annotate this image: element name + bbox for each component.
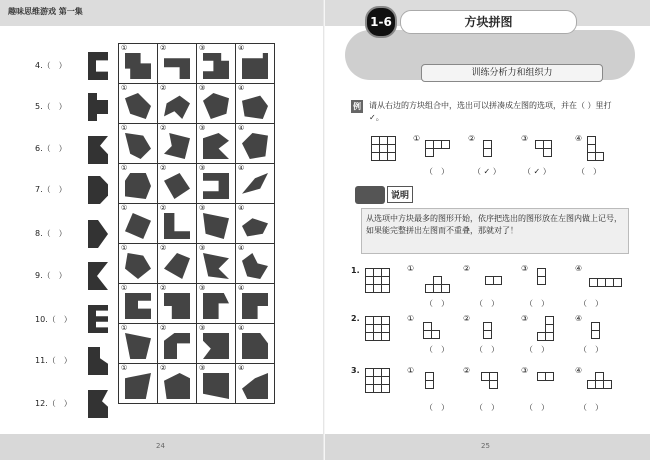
- option-shape: [164, 53, 190, 79]
- choice-number: ④: [238, 364, 245, 372]
- train-icon: [355, 186, 385, 204]
- choice-number: ②: [160, 204, 167, 212]
- option-shape: [203, 53, 229, 79]
- p2-option-1: [423, 322, 440, 339]
- p2-answer-1[interactable]: （ ）: [425, 345, 449, 354]
- option-shape: [164, 93, 190, 119]
- p3-answer-3[interactable]: （ ）: [525, 403, 549, 412]
- choice-number: ①: [121, 84, 128, 92]
- p3-choice-number-4: ④: [575, 366, 583, 375]
- option-cell[interactable]: [158, 284, 197, 324]
- p2-option-2: [483, 322, 492, 339]
- choice-number: ①: [121, 324, 128, 332]
- option-shape: [203, 93, 229, 119]
- p2-option-3: [537, 316, 554, 341]
- page-number-left: 24: [156, 442, 165, 450]
- example-choice-number-2: ②: [468, 134, 476, 143]
- target-shape-9: [88, 262, 108, 290]
- option-cell[interactable]: [119, 244, 158, 284]
- option-cell[interactable]: [236, 44, 275, 84]
- option-shape: [164, 213, 190, 239]
- options-row-4: [119, 44, 275, 84]
- choice-number: ②: [160, 84, 167, 92]
- choice-number: ②: [160, 324, 167, 332]
- choice-number: ①: [121, 364, 128, 372]
- p1-option-4: [589, 278, 622, 287]
- option-shape: [242, 53, 268, 79]
- option-cell[interactable]: [119, 324, 158, 364]
- question-label-8: 8.（ ）: [35, 229, 67, 238]
- p2-answer-4[interactable]: （ ）: [579, 345, 603, 354]
- option-cell[interactable]: [236, 244, 275, 284]
- option-cell[interactable]: [236, 124, 275, 164]
- target-shape-10: [88, 305, 108, 333]
- option-cell[interactable]: [158, 84, 197, 124]
- option-shape: [203, 293, 229, 319]
- option-shape: [242, 213, 268, 239]
- choice-number: ②: [160, 284, 167, 292]
- example-answer-4[interactable]: （ ）: [577, 167, 601, 176]
- left-header-band: [0, 0, 325, 26]
- option-shape: [242, 293, 268, 319]
- option-shape: [125, 173, 151, 199]
- option-shape: [125, 293, 151, 319]
- choice-number: ②: [160, 244, 167, 252]
- target-shape-11: [88, 347, 108, 375]
- option-shape: [125, 373, 151, 399]
- question-label-9: 9.（ ）: [35, 271, 67, 280]
- option-cell[interactable]: [197, 124, 236, 164]
- p2-choice-number-1: ①: [407, 314, 415, 323]
- options-row-6: [119, 124, 275, 164]
- option-shape: [164, 173, 190, 199]
- option-shape: [164, 253, 190, 279]
- option-cell[interactable]: [197, 324, 236, 364]
- option-shape: [125, 133, 151, 159]
- page-number-right: 25: [481, 442, 490, 450]
- choice-number: ③: [199, 364, 206, 372]
- option-cell[interactable]: [119, 364, 158, 404]
- options-row-10: [119, 284, 275, 324]
- p3-choice-number-1: ①: [407, 366, 415, 375]
- p3-answer-1[interactable]: （ ）: [425, 403, 449, 412]
- choice-number: ①: [121, 204, 128, 212]
- p3-choice-number-2: ②: [463, 366, 471, 375]
- p1-answer-3[interactable]: （ ）: [525, 299, 549, 308]
- p1-answer-2[interactable]: （ ）: [475, 299, 499, 308]
- option-cell[interactable]: [197, 364, 236, 404]
- option-shape: [203, 373, 229, 399]
- option-cell[interactable]: [119, 164, 158, 204]
- choice-number: ②: [160, 124, 167, 132]
- p2-choice-number-4: ④: [575, 314, 583, 323]
- option-cell[interactable]: [236, 364, 275, 404]
- options-row-12: [119, 364, 275, 404]
- option-cell[interactable]: [236, 84, 275, 124]
- p2-answer-2[interactable]: （ ）: [475, 345, 499, 354]
- choice-number: ③: [199, 124, 206, 132]
- choice-number: ②: [160, 44, 167, 52]
- p3-answer-4[interactable]: （ ）: [579, 403, 603, 412]
- choice-number: ④: [238, 244, 245, 252]
- option-cell[interactable]: [197, 204, 236, 244]
- lesson-badge: 1-6: [365, 6, 397, 38]
- choice-number: ③: [199, 164, 206, 172]
- p3-option-1: [425, 372, 434, 389]
- left-header-text: 趣味思维游戏 第一集: [8, 7, 83, 16]
- choice-number: ④: [238, 124, 245, 132]
- choice-number: ②: [160, 164, 167, 172]
- option-shape: [242, 253, 268, 279]
- option-cell[interactable]: [158, 244, 197, 284]
- example-choice-number-3: ③: [521, 134, 529, 143]
- example-choice-number-4: ④: [575, 134, 583, 143]
- option-cell[interactable]: [119, 124, 158, 164]
- option-cell[interactable]: [236, 204, 275, 244]
- p1-option-1: [425, 276, 450, 293]
- example-option-2: [483, 140, 492, 157]
- options-row-5: [119, 84, 275, 124]
- option-shape: [242, 93, 268, 119]
- p1-option-2: [485, 276, 502, 285]
- example-label: 例: [353, 102, 361, 111]
- option-shape: [242, 173, 268, 199]
- p2-answer-3[interactable]: （ ）: [525, 345, 549, 354]
- p3-option-3: [537, 372, 554, 381]
- lesson-title: 方块拼图: [400, 10, 577, 34]
- p2-choice-number-2: ②: [463, 314, 471, 323]
- problem-number-3: 3.: [351, 366, 360, 375]
- choice-number: ②: [160, 364, 167, 372]
- example-option-3: [535, 140, 552, 157]
- p3-answer-2[interactable]: （ ）: [475, 403, 499, 412]
- question-label-5: 5.（ ）: [35, 102, 67, 111]
- options-row-9: [119, 244, 275, 284]
- target-shape-12: [88, 390, 108, 418]
- option-cell[interactable]: [119, 44, 158, 84]
- question-label-11: 11.（ ）: [35, 356, 72, 365]
- choice-number: ③: [199, 244, 206, 252]
- target-shape-4: [88, 52, 108, 80]
- options-row-8: [119, 204, 275, 244]
- option-shape: [203, 253, 229, 279]
- example-instruction: 请从右边的方块组合中，选出可以拼凑成左图的选项，并在（ ）里打✓。: [369, 101, 612, 122]
- problem-number-2: 2.: [351, 314, 360, 323]
- right-page: [325, 0, 650, 460]
- choice-number: ④: [238, 324, 245, 332]
- choice-number: ④: [238, 204, 245, 212]
- options-row-7: [119, 164, 275, 204]
- target-shape-7: [88, 176, 108, 204]
- p1-choice-number-1: ①: [407, 264, 415, 273]
- option-shape: [125, 333, 151, 359]
- option-shape: [203, 333, 229, 359]
- problem-1-target-grid: [365, 268, 390, 293]
- option-cell[interactable]: [197, 44, 236, 84]
- explain-box: 从选项中方块最多的图形开始，依序把选出的图形放在左图内做上记号，如果能完整拼出左图而不重叠，那就对了！: [361, 208, 629, 254]
- choice-number: ①: [121, 284, 128, 292]
- option-cell[interactable]: [158, 44, 197, 84]
- choice-number: ④: [238, 164, 245, 172]
- option-shape: [125, 253, 151, 279]
- option-cell[interactable]: [236, 284, 275, 324]
- question-label-7: 7.（ ）: [35, 185, 67, 194]
- example-answer-3[interactable]: （ ✓ ）: [523, 167, 551, 176]
- example-target-grid: [371, 136, 396, 161]
- option-shape: [125, 213, 151, 239]
- options-grid: [118, 43, 275, 404]
- option-shape: [203, 173, 229, 199]
- choice-number: ④: [238, 84, 245, 92]
- choice-number: ④: [238, 44, 245, 52]
- option-cell[interactable]: [158, 164, 197, 204]
- options-row-11: [119, 324, 275, 364]
- question-label-4: 4.（ ）: [35, 61, 67, 70]
- p2-option-4: [591, 322, 600, 339]
- choice-number: ①: [121, 244, 128, 252]
- question-label-10: 10.（ ）: [35, 315, 72, 324]
- option-cell[interactable]: [158, 364, 197, 404]
- target-shape-5: [88, 93, 108, 121]
- p1-choice-number-4: ④: [575, 264, 583, 273]
- example-choice-number-1: ①: [413, 134, 421, 143]
- option-cell[interactable]: [236, 164, 275, 204]
- option-shape: [242, 373, 268, 399]
- choice-number: ③: [199, 204, 206, 212]
- option-shape: [164, 133, 190, 159]
- option-cell[interactable]: [197, 164, 236, 204]
- p2-choice-number-3: ③: [521, 314, 529, 323]
- option-cell[interactable]: [158, 204, 197, 244]
- p1-answer-4[interactable]: （ ）: [579, 299, 603, 308]
- p3-option-2: [481, 372, 498, 389]
- option-shape: [125, 53, 151, 79]
- example-option-4: [587, 136, 604, 161]
- lesson-subtitle: 训练分析力和组织力: [421, 64, 603, 82]
- question-label-12: 12.（ ）: [35, 399, 72, 408]
- problem-2-target-grid: [365, 316, 390, 341]
- option-cell[interactable]: [119, 284, 158, 324]
- option-cell[interactable]: [158, 324, 197, 364]
- p3-option-4: [587, 372, 612, 389]
- p1-option-3: [537, 268, 546, 285]
- option-cell[interactable]: [197, 244, 236, 284]
- choice-number: ①: [121, 164, 128, 172]
- option-cell[interactable]: [236, 324, 275, 364]
- p1-choice-number-3: ③: [521, 264, 529, 273]
- choice-number: ③: [199, 324, 206, 332]
- option-shape: [242, 133, 268, 159]
- p1-choice-number-2: ②: [463, 264, 471, 273]
- target-shape-6: [88, 136, 108, 164]
- option-shape: [203, 133, 229, 159]
- option-shape: [164, 373, 190, 399]
- option-cell[interactable]: [158, 124, 197, 164]
- option-cell[interactable]: [197, 284, 236, 324]
- option-cell[interactable]: [119, 204, 158, 244]
- example-answer-2[interactable]: （ ✓ ）: [473, 167, 501, 176]
- option-shape: [203, 213, 229, 239]
- choice-number: ③: [199, 44, 206, 52]
- explain-title: 说明: [387, 186, 413, 203]
- option-cell[interactable]: [197, 84, 236, 124]
- option-shape: [164, 293, 190, 319]
- example-answer-1[interactable]: （ ）: [425, 167, 449, 176]
- problem-3-target-grid: [365, 368, 390, 393]
- question-label-6: 6.（ ）: [35, 144, 67, 153]
- target-shape-8: [88, 220, 108, 248]
- example-option-1: [425, 140, 450, 157]
- choice-number: ①: [121, 44, 128, 52]
- p3-choice-number-3: ③: [521, 366, 529, 375]
- choice-number: ④: [238, 284, 245, 292]
- choice-number: ①: [121, 124, 128, 132]
- p1-answer-1[interactable]: （ ）: [425, 299, 449, 308]
- problem-number-1: 1.: [351, 266, 360, 275]
- option-shape: [242, 333, 268, 359]
- choice-number: ③: [199, 284, 206, 292]
- option-cell[interactable]: [119, 84, 158, 124]
- option-shape: [164, 333, 190, 359]
- choice-number: ③: [199, 84, 206, 92]
- option-shape: [125, 93, 151, 119]
